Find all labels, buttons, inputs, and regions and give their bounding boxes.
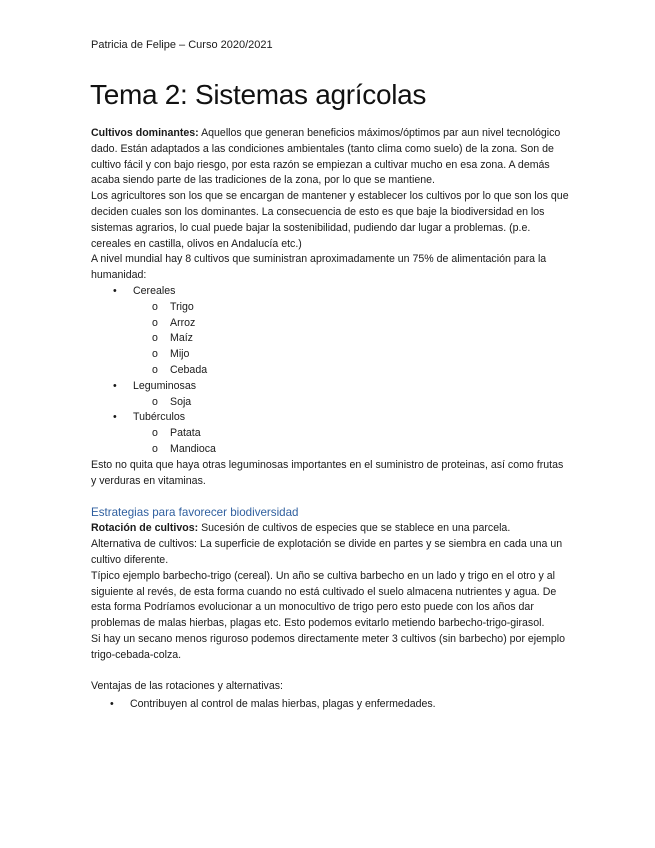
crop-list (91, 284, 571, 458)
crop-sublist (133, 300, 571, 379)
crop-category-label: Leguminosas (133, 379, 197, 392)
definition-dominant-crops: Aquellos que generan beneficios máximos/óptimos par aun nivel tecnológico dado. Están adaptados a las condiciones ambientales (tanto clima como suelo) de la zona. Son de cultivo fácil y con bajo riesgo, por esta razón se empiezan a cultivar mucho en esa zona. A demás acaba siendo parte de las tradiciones de la zona, por lo que se mantiene. (91, 127, 561, 187)
paragraph-dominant-crops (91, 126, 571, 189)
paragraph-rotation (91, 521, 571, 537)
paragraph-example: Típico ejemplo barbecho-trigo (cereal). Un año se cultiva barbecho en un lado y trigo en el otro y al siguiente al revés, de esta forma cuando no está cultivado el suelo almacena nutrientes y agua. De esta forma Podríamos evolucionar a un monocultivo de trigo pero esto puede con los años dar problemas de malas hierbas, plagas etc. Esto podemos evitarlo metiendo barbecho-trigo-girasol. (91, 569, 557, 630)
crop-item: o Mandioca (133, 442, 571, 458)
crop-item: o Mijo (133, 347, 571, 363)
page-header: Patricia de Felipe – Curso 2020/2021 (91, 39, 273, 51)
crop-sublist (133, 426, 571, 458)
crop-item: o Maíz (133, 331, 571, 347)
crop-item: o Cebada (133, 363, 571, 379)
term-rotation: Rotación de cultivos: (91, 522, 199, 535)
crop-item: o Soja (133, 395, 571, 411)
advantage-item: • Contribuyen al control de malas hierbas, plagas y enfermedades. (91, 697, 571, 713)
section-heading: Estrategias para favorecer biodiversidad (91, 506, 299, 520)
paragraph-secano: Si hay un secano menos riguroso podemos directamente meter 3 cultivos (sin barbecho) por ejemplo trigo-cebada-colza. (91, 632, 566, 661)
crop-item: o Arroz (133, 316, 571, 332)
crop-category-label: Tubérculos (133, 411, 186, 424)
definition-rotation: Sucesión de cultivos de especies que se stablece en una parcela. (198, 522, 511, 535)
paragraph-world-crops: A nivel mundial hay 8 cultivos que suministran aproximadamente un 75% de alimentación para la humanidad: (91, 253, 547, 282)
advantages-list (91, 697, 571, 713)
crop-sublist (133, 395, 571, 411)
crop-category (91, 284, 571, 379)
crop-item: o Patata (133, 426, 571, 442)
crop-category-label: Cereales (133, 284, 176, 297)
document-body (91, 126, 571, 713)
document-page (91, 38, 571, 713)
paragraph-spacer (91, 664, 571, 680)
page-title: Tema 2: Sistemas agrícolas (90, 79, 427, 110)
crop-item: o Trigo (133, 300, 571, 316)
crop-category (91, 379, 571, 411)
paragraph-farmers: Los agricultores son los que se encargan de mantener y establecer los cultivos por lo que son los que deciden cuales son los dominantes. La consecuencia de esto es que baje la biodiversidad en los sistemas agrarios, lo cual puede bajar la sostenibilidad, pudiendo dar lugar a problemas. (p.e. cereales en castilla, olivos en Andalucía etc.) (91, 190, 569, 250)
paragraph-after-list: Esto no quita que haya otras leguminosas importantes en el suministro de proteinas, así como frutas y verduras en vitaminas. (91, 458, 564, 487)
advantages-label: Ventajas de las rotaciones y alternativas: (91, 680, 283, 693)
paragraph-alternative: Alternativa de cultivos: La superficie de explotación se divide en partes y se siembra en cada una un cultivo diferente. (91, 538, 563, 566)
crop-category (91, 410, 571, 457)
term-dominant-crops: Cultivos dominantes: (91, 127, 199, 139)
